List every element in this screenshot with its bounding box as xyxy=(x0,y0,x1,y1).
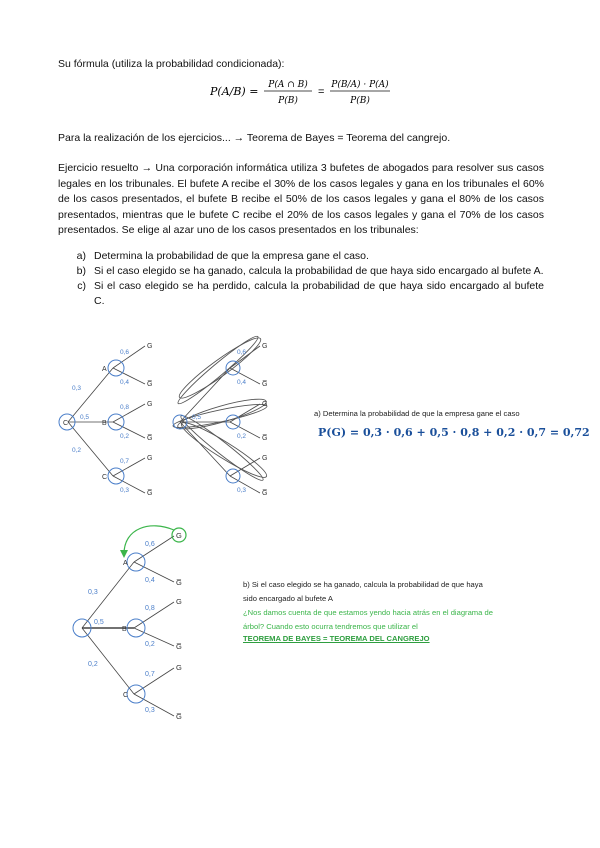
tree3-leaf-ag: G xyxy=(176,531,182,540)
tree2-leaf-bn: G̅ xyxy=(262,435,268,442)
probability-tree-1 xyxy=(0,330,175,505)
tree1-p-a: 0,3 xyxy=(72,385,82,392)
formula-num1: P(A ∩ B) xyxy=(268,80,308,90)
tree1-p-cg: 0,7 xyxy=(120,458,130,465)
question-c-label: c) xyxy=(77,280,86,292)
tree1-leaf-bn: G̅ xyxy=(147,435,153,442)
tree1-p-an: 0,4 xyxy=(120,379,130,386)
questions-list xyxy=(58,249,544,309)
tree3-p-c: 0,2 xyxy=(88,661,98,668)
tree3-leaf-bg: G xyxy=(176,597,182,606)
question-a-label: a) xyxy=(76,250,86,262)
exercise-statement: Ejercicio resuelto → Una corporación informática utiliza 3 bufetes de abogados para resolver sus casos legales en los tribunales. El bufete A recibe el 30% de los casos legales y gana en los tribunales el 60% de los casos presentados, el bufete B recibe el 50% de los casos legales y gana el 80% de los casos presentados, mientras que le bufete C recibe el 20% de los casos legales y gana el 70% de los casos presentados. Se elige al azar uno de los casos presentados en los tribunales: xyxy=(58,162,544,236)
tree3-p-cg: 0,7 xyxy=(145,671,155,678)
tree1-leaf-cg: G xyxy=(147,455,153,462)
tree3-p-an: 0,4 xyxy=(145,577,155,584)
answer-b-note: ¿Nos damos cuenta de que estamos yendo hacia atrás en el diagrama de árbol? Cuando esto ocurra tendremos que utilizar el xyxy=(243,608,493,631)
intro-text: Su fórmula (utiliza la probabilidad condicionada): xyxy=(58,58,285,70)
tree3-leaf-cg: G xyxy=(176,663,182,672)
tree3-leaf-an: G̅ xyxy=(176,578,182,587)
formula-eq: = xyxy=(318,86,325,98)
tree2-p-cn: 0,3 xyxy=(237,487,247,494)
tree3-p-b: 0,5 xyxy=(94,619,104,626)
formula-den2: P(B) xyxy=(350,96,370,106)
tree3-node-a: A xyxy=(123,560,128,567)
question-b-label: b) xyxy=(76,265,86,277)
probability-tree-3 xyxy=(50,518,210,723)
tree1-p-b: 0,5 xyxy=(80,414,90,421)
tree1-node-a: A xyxy=(102,366,107,373)
tree2-p-b: 0,5 xyxy=(192,414,202,421)
tree1-leaf-cn: G̅ xyxy=(147,490,153,497)
question-a-text: Determina la probabilidad de que la empresa gane el caso. xyxy=(94,250,369,262)
tree3-leaf-cn: G̅ xyxy=(176,712,182,721)
tree1-p-c: 0,2 xyxy=(72,447,82,454)
tree1-p-ag: 0,6 xyxy=(120,349,130,356)
probability-tree-2 xyxy=(160,330,300,505)
answer-a-formula: P(G) = 0,3 · 0,6 + 0,5 · 0,8 + 0,2 · 0,7 = 0,72 xyxy=(318,426,590,439)
answer-b-question: b) Si el caso elegido se ha ganado, calcula la probabilidad de que haya sido encargado al bufete A xyxy=(243,580,483,603)
tree3-p-bn: 0,2 xyxy=(145,641,155,648)
exercise-intro: Para la realización de los ejercicios... → Teorema de Bayes = Teorema del cangrejo. xyxy=(58,132,451,144)
tree3-p-ag: 0,6 xyxy=(145,541,155,548)
question-c-text: Si el caso elegido se ha perdido, calcula la probabilidad de que haya sido encargado al bufete C. xyxy=(94,280,544,307)
tree2-leaf-bg: G xyxy=(262,401,268,408)
tree3-node-b: B xyxy=(122,626,127,633)
bayes-crab-heading: TEOREMA DE BAYES = TEOREMA DEL CANGREJO xyxy=(243,634,430,643)
tree1-leaf-an: G̅ xyxy=(147,381,153,388)
question-b xyxy=(58,264,544,279)
answer-a-question: a) Determina la probabilidad de que la empresa gane el caso xyxy=(314,409,520,418)
green-arrow xyxy=(124,526,174,554)
tree1-leaf-bg: G xyxy=(147,401,153,408)
tree2-leaf-ag: G xyxy=(262,343,268,350)
sketch-loop-b xyxy=(172,400,268,432)
tree1-node-c: C xyxy=(102,474,108,481)
bayes-formula xyxy=(210,76,410,108)
tree1-root: C xyxy=(63,420,69,427)
tree3-p-cn: 0,3 xyxy=(145,707,155,714)
tree2-leaf-an: G̅ xyxy=(262,381,268,388)
tree2-p-an: 0,4 xyxy=(237,379,247,386)
question-c xyxy=(58,279,544,309)
formula-lhs: P(A/B) = xyxy=(210,85,259,98)
sketch-loop-a2 xyxy=(175,332,268,404)
tree3-p-bg: 0,8 xyxy=(145,605,155,612)
tree2-p-ag: 0,6 xyxy=(237,349,247,356)
formula-den1: P(B) xyxy=(278,96,298,106)
formula-num2: P(B/A) · P(A) xyxy=(331,80,389,90)
tree2-leaf-cn: G̅ xyxy=(262,490,268,497)
tree1-leaf-ag: G xyxy=(147,343,153,350)
tree2-p-bn: 0,2 xyxy=(237,433,247,440)
tree1-p-bg: 0,8 xyxy=(120,404,130,411)
tree1-node-b: B xyxy=(102,420,107,427)
tree1-p-bn: 0,2 xyxy=(120,433,130,440)
tree2-leaf-cg: G xyxy=(262,455,268,462)
question-a xyxy=(58,249,544,264)
tree3-leaf-bn: G̅ xyxy=(176,642,182,651)
question-b-text: Si el caso elegido se ha ganado, calcula la probabilidad de que haya sido encargado al bufete A. xyxy=(94,265,544,277)
tree1-p-cn: 0,3 xyxy=(120,487,130,494)
tree3-p-a: 0,3 xyxy=(88,589,98,596)
tree3-node-c: C xyxy=(123,692,129,699)
